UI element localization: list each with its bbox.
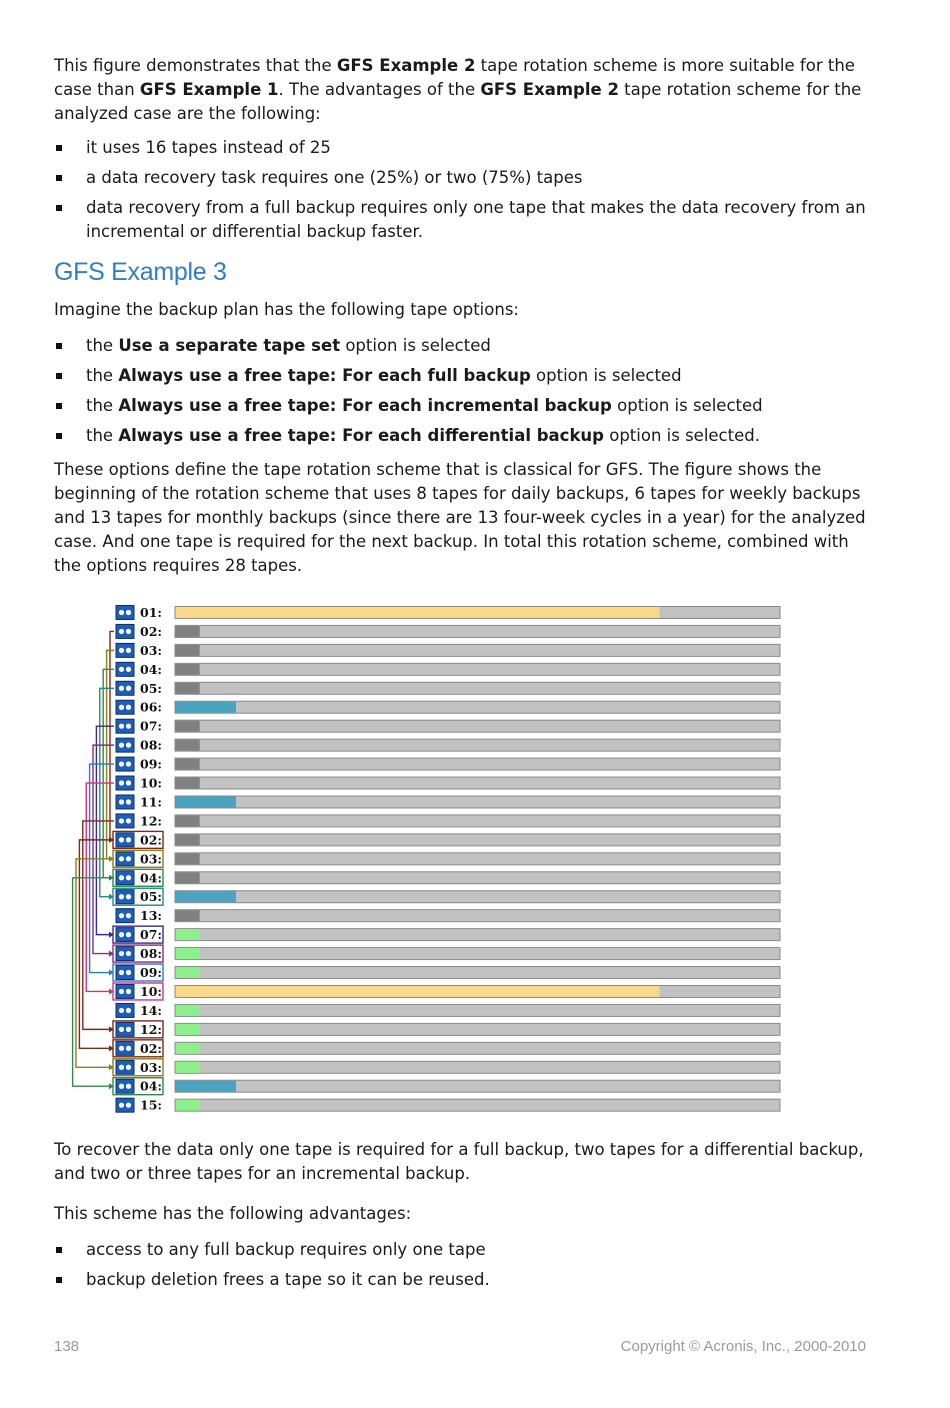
- tape-usage-track: [175, 796, 780, 808]
- tape-label: 09:: [140, 756, 163, 772]
- tape-icon: [116, 624, 134, 638]
- intro-advantages-list: [54, 136, 874, 250]
- tape-usage-fill: [176, 872, 200, 883]
- tape-usage-fill: [176, 967, 200, 978]
- tape-label: 10:: [140, 775, 163, 791]
- tape-usage-track: [175, 720, 780, 732]
- tape-reel-icon: [126, 743, 131, 748]
- list-item: the Always use a free tape: For each differential backup option is selected.: [54, 424, 874, 448]
- tape-label: 09:: [140, 965, 163, 981]
- tape-reel-icon: [126, 913, 131, 918]
- tape-icon: [116, 700, 134, 714]
- tape-reel-icon: [119, 743, 124, 748]
- advantages-list: [54, 1238, 874, 1298]
- tape-reel-icon: [119, 799, 124, 804]
- tape-icon: [116, 795, 134, 809]
- tape-reel-icon: [126, 837, 131, 842]
- tape-usage-track: [175, 1004, 780, 1016]
- tape-label: 04:: [140, 1078, 163, 1094]
- tape-label: 14:: [140, 1002, 163, 1018]
- tape-reel-icon: [126, 894, 131, 899]
- list-item: the Always use a free tape: For each incremental backup option is selected: [54, 394, 874, 418]
- tape-icon: [116, 890, 134, 904]
- tape-usage-track: [175, 929, 780, 941]
- tape-icon: [116, 928, 134, 942]
- tape-reel-icon: [126, 1084, 131, 1089]
- tape-reel-icon: [126, 686, 131, 691]
- tape-reel-icon: [119, 837, 124, 842]
- tape-reel-icon: [126, 970, 131, 975]
- tape-usage-fill: [176, 948, 200, 959]
- tape-icon: [116, 833, 134, 847]
- tape-usage-fill: [176, 929, 200, 940]
- tape-icon: [116, 947, 134, 961]
- tape-usage-track: [175, 872, 780, 884]
- tape-reel-icon: [126, 705, 131, 710]
- tape-label: 10:: [140, 983, 163, 999]
- tape-reel-icon: [119, 894, 124, 899]
- tape-reel-icon: [126, 818, 131, 823]
- tape-label: 12:: [140, 813, 163, 829]
- tape-reel-icon: [119, 989, 124, 994]
- tape-usage-track: [175, 1023, 780, 1035]
- tape-reel-icon: [119, 970, 124, 975]
- tape-usage-fill: [176, 778, 200, 789]
- tape-icon: [116, 909, 134, 923]
- tape-reel-icon: [119, 1046, 124, 1051]
- tape-reel-icon: [126, 799, 131, 804]
- tape-usage-track: [175, 948, 780, 960]
- list-item: a data recovery task requires one (25%) or two (75%) tapes: [54, 166, 874, 190]
- tape-usage-fill: [176, 1081, 237, 1092]
- tape-usage-track: [175, 625, 780, 637]
- list-item: data recovery from a full backup requires only one tape that makes the data recovery from an incremental or differential backup faster.: [54, 196, 874, 244]
- tape-reel-icon: [119, 932, 124, 937]
- tape-label: 15:: [140, 1097, 163, 1113]
- tape-icon: [116, 1079, 134, 1093]
- rotation-link-line: [83, 821, 114, 1029]
- tape-usage-fill: [176, 796, 237, 807]
- tape-reel-icon: [126, 629, 131, 634]
- tape-label: 03:: [140, 642, 163, 658]
- tape-reel-icon: [119, 629, 124, 634]
- tape-reel-icon: [119, 951, 124, 956]
- tape-reel-icon: [119, 818, 124, 823]
- tape-reel-icon: [119, 686, 124, 691]
- tape-icon: [116, 643, 134, 657]
- tape-icon: [116, 605, 134, 619]
- tape-usage-track: [175, 777, 780, 789]
- tape-usage-track: [175, 1061, 780, 1073]
- tape-icon: [116, 776, 134, 790]
- tape-reel-icon: [126, 989, 131, 994]
- tape-reel-icon: [126, 1103, 131, 1108]
- tape-icon: [116, 719, 134, 733]
- tape-icon: [116, 1060, 134, 1074]
- tape-usage-fill: [176, 645, 200, 656]
- tape-icon: [116, 1003, 134, 1017]
- tape-usage-fill: [176, 834, 200, 845]
- tape-reel-icon: [119, 724, 124, 729]
- list-item: backup deletion frees a tape so it can be reused.: [54, 1268, 874, 1292]
- tape-reel-icon: [119, 1065, 124, 1070]
- tape-reel-icon: [126, 610, 131, 615]
- tape-icon: [116, 814, 134, 828]
- tape-usage-track: [175, 1080, 780, 1092]
- tape-reel-icon: [119, 856, 124, 861]
- tape-label: 02:: [140, 832, 163, 848]
- tape-usage-fill: [176, 740, 200, 751]
- tape-icon: [116, 1041, 134, 1055]
- tape-usage-fill: [176, 1024, 200, 1035]
- tape-icon: [116, 1098, 134, 1112]
- tape-usage-track: [175, 891, 780, 903]
- tape-usage-fill: [176, 1005, 200, 1016]
- tape-usage-track: [175, 682, 780, 694]
- tape-reel-icon: [126, 932, 131, 937]
- intro-paragraph: This figure demonstrates that the GFS Example 2 tape rotation scheme is more suitable for the case than GFS Example 1. The advantages of the GFS Example 2 tape rotation scheme for the analyzed case are the following:: [54, 56, 862, 123]
- tape-reel-icon: [119, 761, 124, 766]
- tape-usage-track: [175, 1099, 780, 1111]
- tape-label: 11:: [140, 794, 163, 810]
- tape-reel-icon: [126, 761, 131, 766]
- tape-reel-icon: [126, 648, 131, 653]
- rotation-scheme-paragraph: These options define the tape rotation scheme that is classical for GFS. The figure shows the beginning of the rotation scheme that uses 8 tapes for daily backups, 6 tapes for weekly backups and 13 tapes for monthly backups (since there are 13 four-week cycles in a year) for the analyzed case. And one tape is required for the next backup. In total this rotation scheme, combined with the options requires 28 tapes.: [54, 460, 866, 575]
- tape-usage-fill: [176, 664, 200, 675]
- tape-reel-icon: [119, 1027, 124, 1032]
- section-intro-paragraph: Imagine the backup plan has the following tape options:: [54, 300, 519, 319]
- advantages-intro: This scheme has the following advantages:: [54, 1204, 412, 1223]
- tape-label: 04:: [140, 870, 163, 886]
- tape-label: 06:: [140, 699, 163, 715]
- tape-usage-fill: [176, 721, 200, 732]
- tape-icon: [116, 738, 134, 752]
- rotation-link-line: [96, 726, 114, 934]
- tape-reel-icon: [119, 1084, 124, 1089]
- tape-usage-fill: [176, 683, 200, 694]
- section-heading: GFS Example 3: [54, 258, 227, 286]
- tape-usage-fill: [176, 1062, 200, 1073]
- copyright-notice: Copyright © Acronis, Inc., 2000-2010: [620, 1338, 866, 1355]
- rotation-link-line: [76, 859, 114, 1067]
- tape-label: 01:: [140, 604, 163, 620]
- tape-reel-icon: [126, 951, 131, 956]
- tape-usage-track: [175, 815, 780, 827]
- tape-usage-track: [175, 967, 780, 979]
- tape-label: 03:: [140, 1059, 163, 1075]
- tape-reel-icon: [126, 724, 131, 729]
- tape-reel-icon: [119, 913, 124, 918]
- tape-usage-fill: [176, 607, 660, 618]
- tape-icon: [116, 871, 134, 885]
- tape-reel-icon: [126, 856, 131, 861]
- tape-icon: [116, 662, 134, 676]
- tape-reel-icon: [119, 705, 124, 710]
- recovery-paragraph: To recover the data only one tape is required for a full backup, two tapes for a differential backup, and two or three tapes for an incremental backup.: [54, 1140, 864, 1183]
- tape-label: 05:: [140, 680, 163, 696]
- tape-usage-track: [175, 663, 780, 675]
- tape-reel-icon: [126, 1027, 131, 1032]
- tape-label: 12:: [140, 1021, 163, 1037]
- tape-rotation-figure: [60, 600, 790, 1115]
- tape-usage-track: [175, 1042, 780, 1054]
- tape-usage-track: [175, 758, 780, 770]
- tape-icon: [116, 757, 134, 771]
- tape-usage-fill: [176, 815, 200, 826]
- rotation-link-line: [110, 631, 114, 839]
- tape-usage-fill: [176, 986, 660, 997]
- tape-label: 02:: [140, 1040, 163, 1056]
- tape-options-list: [54, 334, 874, 454]
- tape-usage-track: [175, 701, 780, 713]
- tape-label: 13:: [140, 908, 163, 924]
- list-item: it uses 16 tapes instead of 25: [54, 136, 874, 160]
- tape-reel-icon: [119, 780, 124, 785]
- tape-label: 05:: [140, 889, 163, 905]
- tape-reel-icon: [126, 1046, 131, 1051]
- list-item: access to any full backup requires only one tape: [54, 1238, 874, 1262]
- tape-usage-fill: [176, 1043, 200, 1054]
- tape-reel-icon: [119, 648, 124, 653]
- tape-label: 08:: [140, 946, 163, 962]
- tape-reel-icon: [126, 1065, 131, 1070]
- tape-usage-track: [175, 853, 780, 865]
- tape-reel-icon: [126, 875, 131, 880]
- tape-usage-fill: [176, 853, 200, 864]
- tape-reel-icon: [119, 875, 124, 880]
- tape-usage-track: [175, 834, 780, 846]
- tape-icon: [116, 984, 134, 998]
- tape-reel-icon: [126, 1008, 131, 1013]
- tape-reel-icon: [126, 667, 131, 672]
- tape-label: 08:: [140, 737, 163, 753]
- tape-usage-track: [175, 910, 780, 922]
- tape-reel-icon: [119, 1008, 124, 1013]
- tape-reel-icon: [119, 1103, 124, 1108]
- tape-label: 07:: [140, 718, 163, 734]
- tape-usage-track: [175, 644, 780, 656]
- tape-reel-icon: [119, 610, 124, 615]
- tape-label: 03:: [140, 851, 163, 867]
- page-number: 138: [54, 1338, 80, 1355]
- tape-icon: [116, 852, 134, 866]
- tape-reel-icon: [119, 667, 124, 672]
- tape-usage-fill: [176, 626, 200, 637]
- tape-label: 02:: [140, 623, 163, 639]
- tape-usage-fill: [176, 1100, 200, 1111]
- tape-label: 04:: [140, 661, 163, 677]
- list-item: the Always use a free tape: For each full backup option is selected: [54, 364, 874, 388]
- tape-icon: [116, 1022, 134, 1036]
- list-item: the Use a separate tape set option is selected: [54, 334, 874, 358]
- tape-usage-fill: [176, 910, 200, 921]
- tape-usage-track: [175, 739, 780, 751]
- tape-usage-fill: [176, 702, 237, 713]
- tape-usage-fill: [176, 759, 200, 770]
- tape-icon: [116, 681, 134, 695]
- tape-label: 07:: [140, 927, 163, 943]
- tape-usage-fill: [176, 891, 237, 902]
- tape-icon: [116, 966, 134, 980]
- tape-reel-icon: [126, 780, 131, 785]
